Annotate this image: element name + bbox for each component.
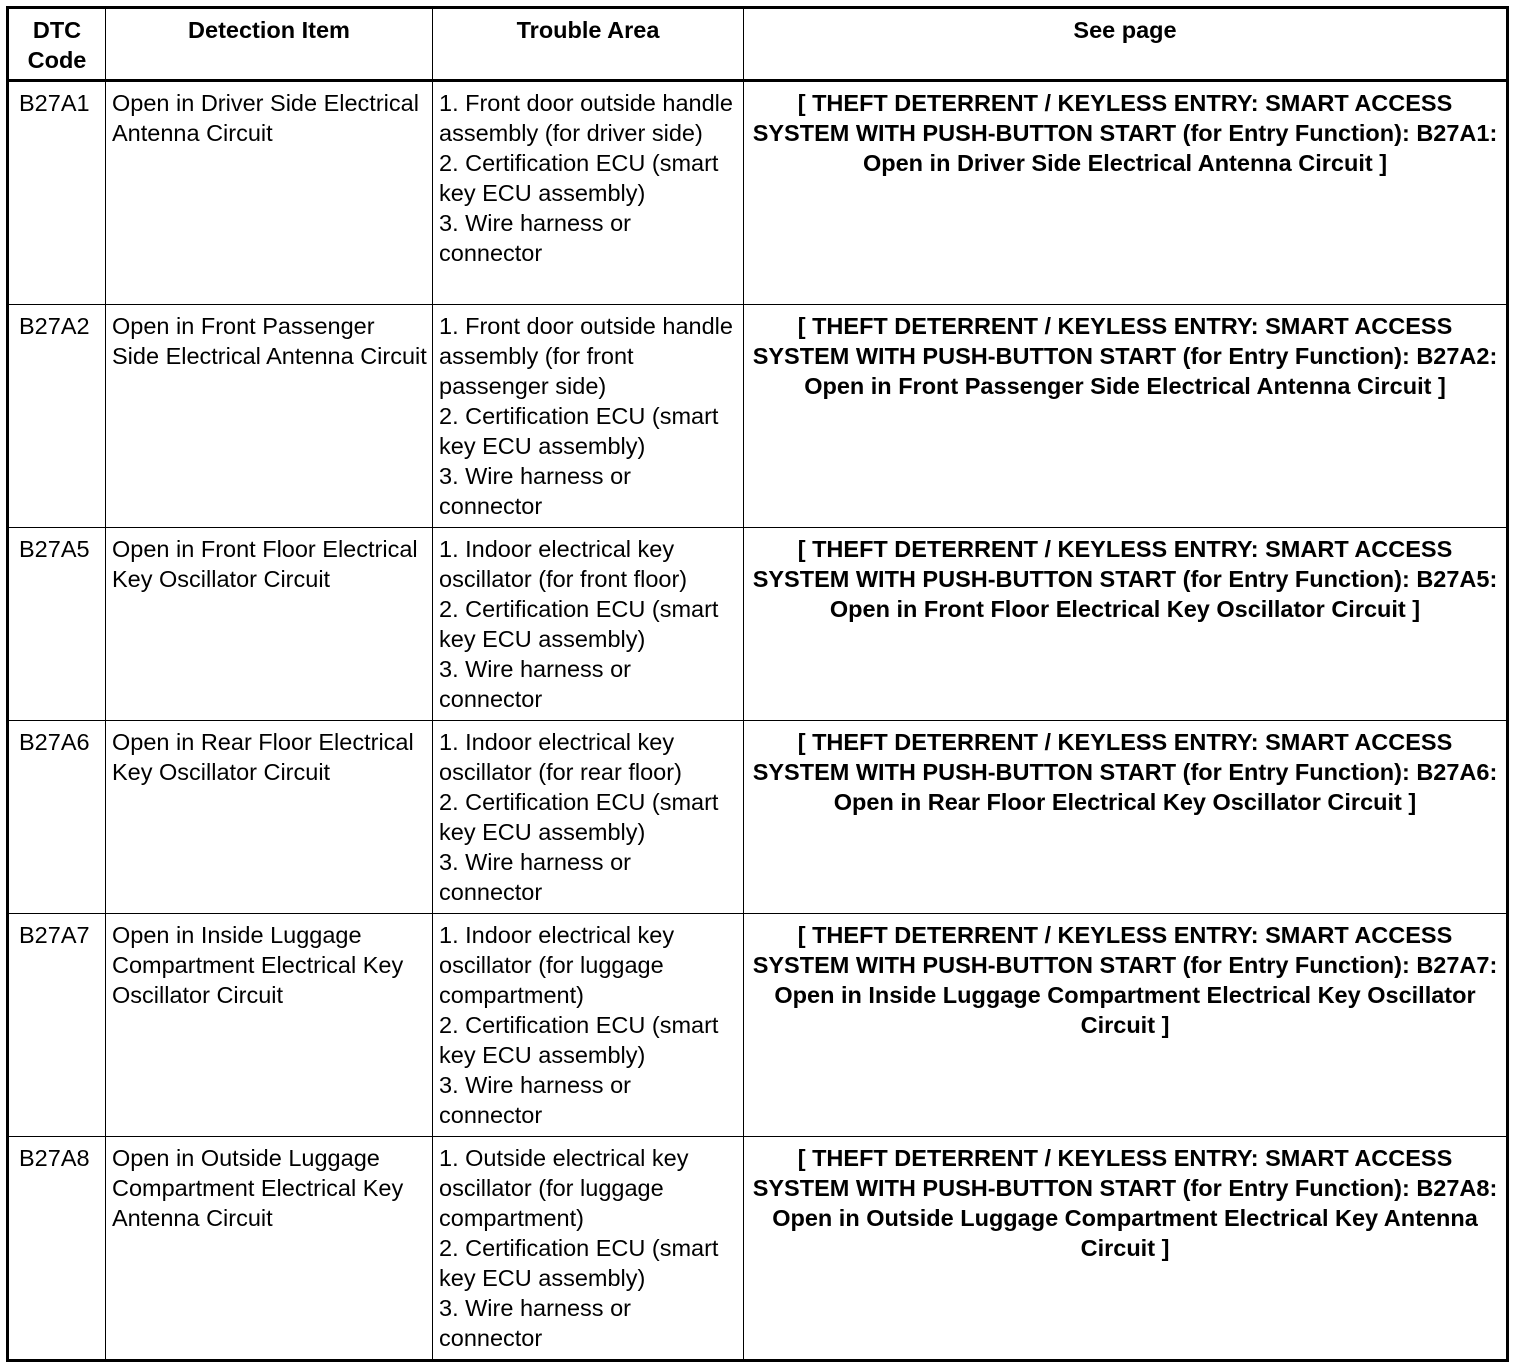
- header-see-page: See page: [744, 8, 1508, 81]
- trouble-area-line: 2. Certification ECU (smart key ECU assembly): [439, 789, 719, 845]
- table-row: [8, 914, 1508, 1137]
- trouble-area-line: 1. Front door outside handle assembly (for front passenger side): [439, 313, 733, 399]
- see-page-link[interactable]: [ THEFT DETERRENT / KEYLESS ENTRY: SMART ACCESS SYSTEM WITH PUSH-BUTTON START (for Entry Function): B27A2: Open in Front Passenger Side Electrical Antenna Circuit ]: [744, 305, 1508, 528]
- trouble-area-line: 3. Wire harness or connector: [439, 656, 631, 712]
- table-row: [8, 528, 1508, 721]
- trouble-area-line: 3. Wire harness or connector: [439, 1295, 631, 1351]
- table-row: [8, 81, 1508, 305]
- trouble-area-line: 1. Front door outside handle assembly (for driver side): [439, 90, 733, 146]
- table-body: [8, 81, 1508, 1361]
- trouble-area-line: 1. Outside electrical key oscillator (for luggage compartment): [439, 1145, 689, 1231]
- detection-item-cell: Open in Outside Luggage Compartment Electrical Key Antenna Circuit: [106, 1137, 433, 1361]
- trouble-area-cell: [433, 721, 744, 914]
- see-page-link[interactable]: [ THEFT DETERRENT / KEYLESS ENTRY: SMART ACCESS SYSTEM WITH PUSH-BUTTON START (for Entry Function): B27A5: Open in Front Floor Electrical Key Oscillator Circuit ]: [744, 528, 1508, 721]
- trouble-area-line: 2. Certification ECU (smart key ECU assembly): [439, 403, 719, 459]
- detection-item-cell: Open in Inside Luggage Compartment Electrical Key Oscillator Circuit: [106, 914, 433, 1137]
- dtc-code-cell: B27A2: [8, 305, 106, 528]
- see-page-link[interactable]: [ THEFT DETERRENT / KEYLESS ENTRY: SMART ACCESS SYSTEM WITH PUSH-BUTTON START (for Entry Function): B27A7: Open in Inside Luggage Compartment Electrical Key Oscillator Circuit ]: [744, 914, 1508, 1137]
- table-row: [8, 305, 1508, 528]
- header-dtc-code: DTC Code: [8, 8, 106, 81]
- trouble-area-line: 3. Wire harness or connector: [439, 210, 631, 266]
- trouble-area-line: 2. Certification ECU (smart key ECU assembly): [439, 1235, 719, 1291]
- table-row: [8, 1137, 1508, 1361]
- dtc-code-cell: B27A7: [8, 914, 106, 1137]
- trouble-area-cell: [433, 305, 744, 528]
- trouble-area-cell: [433, 81, 744, 305]
- trouble-area-line: 1. Indoor electrical key oscillator (for rear floor): [439, 729, 682, 785]
- detection-item-cell: Open in Front Passenger Side Electrical Antenna Circuit: [106, 305, 433, 528]
- header-detection-item: Detection Item: [106, 8, 433, 81]
- trouble-area-line: 3. Wire harness or connector: [439, 463, 631, 519]
- trouble-area-cell: [433, 914, 744, 1137]
- detection-item-cell: Open in Front Floor Electrical Key Oscillator Circuit: [106, 528, 433, 721]
- dtc-code-cell: B27A6: [8, 721, 106, 914]
- detection-item-cell: Open in Rear Floor Electrical Key Oscillator Circuit: [106, 721, 433, 914]
- see-page-link[interactable]: [ THEFT DETERRENT / KEYLESS ENTRY: SMART ACCESS SYSTEM WITH PUSH-BUTTON START (for Entry Function): B27A8: Open in Outside Luggage Compartment Electrical Key Antenna Circuit ]: [744, 1137, 1508, 1361]
- table-header: [8, 8, 1508, 81]
- see-page-link[interactable]: [ THEFT DETERRENT / KEYLESS ENTRY: SMART ACCESS SYSTEM WITH PUSH-BUTTON START (for Entry Function): B27A6: Open in Rear Floor Electrical Key Oscillator Circuit ]: [744, 721, 1508, 914]
- trouble-area-line: 2. Certification ECU (smart key ECU assembly): [439, 596, 719, 652]
- trouble-area-cell: [433, 1137, 744, 1361]
- trouble-area-line: 1. Indoor electrical key oscillator (for front floor): [439, 536, 688, 592]
- dtc-table: [6, 6, 1509, 1362]
- trouble-area-line: 3. Wire harness or connector: [439, 849, 631, 905]
- trouble-area-cell: [433, 528, 744, 721]
- header-trouble-area: Trouble Area: [433, 8, 744, 81]
- trouble-area-line: 2. Certification ECU (smart key ECU assembly): [439, 1012, 719, 1068]
- see-page-link[interactable]: [ THEFT DETERRENT / KEYLESS ENTRY: SMART ACCESS SYSTEM WITH PUSH-BUTTON START (for Entry Function): B27A1: Open in Driver Side Electrical Antenna Circuit ]: [744, 81, 1508, 305]
- header-row: [8, 8, 1508, 81]
- table-row: [8, 721, 1508, 914]
- dtc-code-cell: B27A1: [8, 81, 106, 305]
- trouble-area-line: 3. Wire harness or connector: [439, 1072, 631, 1128]
- trouble-area-line: 1. Indoor electrical key oscillator (for luggage compartment): [439, 922, 675, 1008]
- trouble-area-line: 2. Certification ECU (smart key ECU assembly): [439, 150, 719, 206]
- detection-item-cell: Open in Driver Side Electrical Antenna Circuit: [106, 81, 433, 305]
- dtc-code-cell: B27A5: [8, 528, 106, 721]
- dtc-code-cell: B27A8: [8, 1137, 106, 1361]
